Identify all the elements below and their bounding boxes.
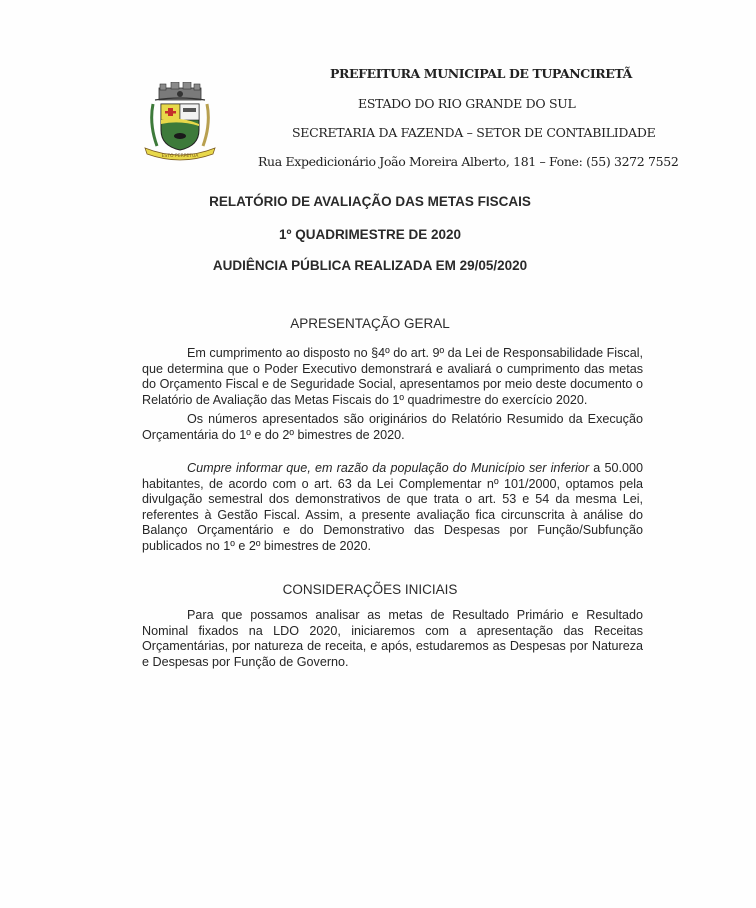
- paragraph: Para que possamos analisar as metas de Resultado Primário e Resultado Nominal fixados na LDO 2020, iniciaremos com a apresentação das Receitas Orçamentárias, por natureza de receita, e após, estudaremos as Despesas por Natureza e Despesas por Função de Governo.: [142, 608, 643, 669]
- section-heading-apresentacao: APRESENTAÇÃO GERAL: [290, 316, 450, 331]
- paragraph: Em cumprimento ao disposto no §4º do art. 9º da Lei de Responsabilidade Fiscal, que determina que o Poder Executivo demonstrará e avaliará o cumprimento das metas do Orçamento Fiscal e de Seguridade Social, apresentamos por meio deste documento o Relatório de Avaliação das Metas Fiscais do 1º quadrimestre do exercício 2020.: [142, 346, 643, 407]
- paragraph-body: a 50.000 habitantes, de acordo com o art. 63 da Lei Complementar nº 101/2000, optamos pela divulgação semestral dos demonstrativos de que trata o art. 53 e 54 da mesma Lei, referentes à Gestão Fiscal. Assim, a presente avaliação fica circunscrita à análise do Balanço Orçamentário e do Demonstrativo das Despesas por Função/Subfunção publicados no 1º e 2º bimestres de 2020.: [142, 461, 643, 553]
- section-heading-consideracoes: CONSIDERAÇÕES INICIAIS: [282, 582, 458, 597]
- italic-lead: Cumpre informar que, em razão da população do Município ser inferior: [187, 461, 590, 475]
- department-name: SECRETARIA DA FAZENDA – SETOR DE CONTABILIDADE: [292, 125, 656, 140]
- report-title: RELATÓRIO DE AVALIAÇÃO DAS METAS FISCAIS: [209, 194, 531, 209]
- public-hearing-date: AUDIÊNCIA PÚBLICA REALIZADA EM 29/05/2020: [212, 258, 528, 273]
- report-period: 1º QUADRIMESTRE DE 2020: [279, 227, 461, 242]
- paragraph: [142, 461, 643, 554]
- address-line: Rua Expedicionário João Moreira Alberto, 181 – Fone: (55) 3272 7552: [258, 154, 679, 169]
- coat-of-arms-icon: [143, 82, 217, 162]
- paragraph: Os números apresentados são originários do Relatório Resumido da Execução Orçamentária do 1º e do 2º bimestres de 2020.: [142, 412, 643, 442]
- municipality-name: PREFEITURA MUNICIPAL DE TUPANCIRETÃ: [330, 66, 632, 81]
- svg-text:ESTO PERPETUA: ESTO PERPETUA: [161, 154, 199, 159]
- state-name: ESTADO DO RIO GRANDE DO SUL: [358, 96, 576, 111]
